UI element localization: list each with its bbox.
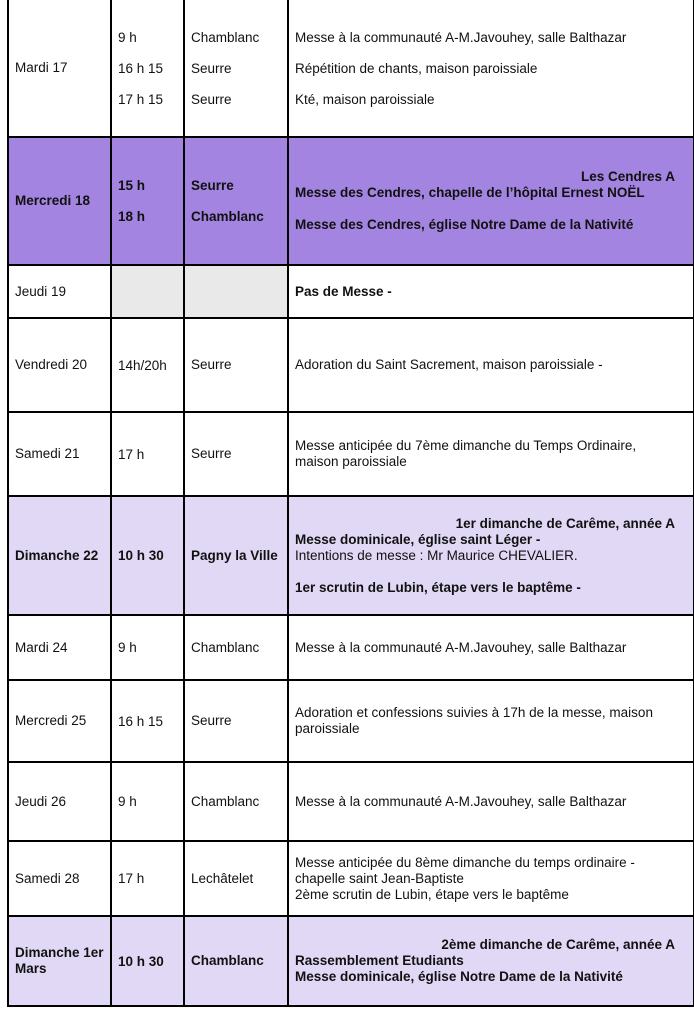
description-line: Messe des Cendres, église Notre Dame de la Nativité [295,217,634,232]
day-label: Dimanche 1er Mars [15,945,104,976]
schedule-row [8,412,694,496]
place-cell [184,265,288,318]
schedule-row [8,137,694,265]
time-label: 14h/20h [118,357,167,373]
time-cell [111,318,184,412]
day-cell [8,916,111,1006]
time-cell [111,762,184,841]
time-label: 16 h 15 [118,60,164,76]
description-line: Rassemblement Etudiants [295,953,464,968]
description-line: Messe des Cendres, chapelle de l’hôpital Ernest NOËL [295,185,645,200]
day-cell [8,412,111,496]
description-line: paroissiale [295,721,360,736]
description-cell [288,412,694,496]
day-cell [8,841,111,916]
schedule-row [8,762,694,841]
description-line: Messe à la communauté A-M.Javouhey, salle Balthazar [295,639,627,655]
description-line: Messe à la communauté A-M.Javouhey, salle Balthazar [295,29,627,45]
description-line: Adoration et confessions suivies à 17h de la messe, maison [295,705,653,720]
description-line: Messe anticipée du 7ème dimanche du Temps Ordinaire, [295,438,637,453]
place-cell [184,762,288,841]
day-cell [8,0,111,137]
time-cell [111,265,184,318]
description-line: Messe dominicale, église Notre Dame de la Nativité [295,969,623,984]
description-line: Intentions de messe : Mr Maurice CHEVALIER. [295,547,578,563]
schedule-body [8,0,694,1006]
time-label: 17 h [118,446,145,462]
description-line: Messe dominicale, église saint Léger - [295,531,541,547]
place-label: Chamblanc [191,639,260,655]
place-label: Seurre [191,178,234,193]
day-cell [8,615,111,680]
day-cell [8,680,111,762]
day-label: Jeudi 26 [15,793,67,809]
description-cell [288,0,694,137]
description-cell [288,916,694,1006]
description-line: Messe à la communauté A-M.Javouhey, salle Balthazar [295,793,627,809]
place-label: Seurre [191,357,232,372]
time-cell [111,841,184,916]
schedule-row [8,496,694,615]
description-cell [288,496,694,615]
place-cell [184,137,288,265]
time-label: 16 h 15 [118,713,164,729]
day-label: Mercredi 25 [15,713,87,728]
place-label: Seurre [191,60,232,76]
day-label: Mardi 17 [15,60,68,75]
day-label: Jeudi 19 [15,283,67,299]
place-label: Pagny la Ville [191,547,278,563]
schedule-row [8,916,694,1006]
place-label: Seurre [191,446,232,461]
place-label: Lechâtelet [191,870,254,886]
description-line: 1er scrutin de Lubin, étape vers le baptême - [295,579,581,595]
day-cell [8,762,111,841]
place-label: Chamblanc [191,793,260,809]
liturgical-heading: 2ème dimanche de Carême, année A [441,937,675,952]
day-label: Samedi 21 [15,446,80,461]
time-label: 9 h [118,640,137,655]
time-cell [111,0,184,137]
day-cell [8,265,111,318]
liturgical-heading: Les Cendres A [580,169,675,184]
description-line: 2ème scrutin de Lubin, étape vers le baptême [295,886,569,902]
day-label: Samedi 28 [15,870,80,886]
time-cell [111,496,184,615]
time-label: 10 h 30 [118,548,164,563]
description-line: maison paroissiale [295,454,407,469]
description-line: Répétition de chants, maison paroissiale [295,60,538,76]
place-cell [184,318,288,412]
place-cell [184,680,288,762]
day-label: Dimanche 22 [15,547,99,563]
place-label: Chamblanc [191,953,264,968]
time-cell [111,916,184,1006]
place-cell [184,841,288,916]
time-cell [111,615,184,680]
day-label: Mardi 24 [15,639,68,655]
description-cell [288,318,694,412]
schedule-row [8,615,694,680]
time-label: 15 h [118,178,146,193]
time-label: 18 h [118,209,146,224]
schedule-row [8,0,694,137]
time-cell [111,680,184,762]
day-cell [8,137,111,265]
time-label: 17 h 15 [118,91,164,107]
day-cell [8,496,111,615]
place-cell [184,615,288,680]
description-line: Adoration du Saint Sacrement, maison paroissiale - [295,357,603,372]
description-cell [288,137,694,265]
description-line: Kté, maison paroissiale [295,91,435,107]
description-cell [288,762,694,841]
day-cell [8,318,111,412]
schedule-row [8,265,694,318]
place-cell [184,412,288,496]
description-line: chapelle saint Jean-Baptiste [295,870,464,886]
description-cell [288,841,694,916]
time-cell [111,137,184,265]
description-cell [288,680,694,762]
schedule-row [8,841,694,916]
liturgical-heading: 1er dimanche de Carême, année A [455,515,675,531]
day-label: Vendredi 20 [15,357,88,372]
place-label: Chamblanc [191,209,264,224]
place-label: Seurre [191,91,232,107]
schedule-row [8,318,694,412]
time-cell [111,412,184,496]
time-label: 17 h [118,871,145,886]
place-cell [184,0,288,137]
time-label: 9 h [118,29,137,45]
schedule-row [8,680,694,762]
description-line: Pas de Messe - [295,283,392,299]
mass-schedule-table [7,0,694,1007]
place-cell [184,496,288,615]
description-cell [288,265,694,318]
day-label: Mercredi 18 [15,193,91,208]
description-cell [288,615,694,680]
place-label: Seurre [191,713,232,728]
description-line: Messe anticipée du 8ème dimanche du temps ordinaire - [295,854,635,870]
place-cell [184,916,288,1006]
time-label: 10 h 30 [118,953,164,969]
place-label: Chamblanc [191,29,260,45]
time-label: 9 h [118,794,137,809]
